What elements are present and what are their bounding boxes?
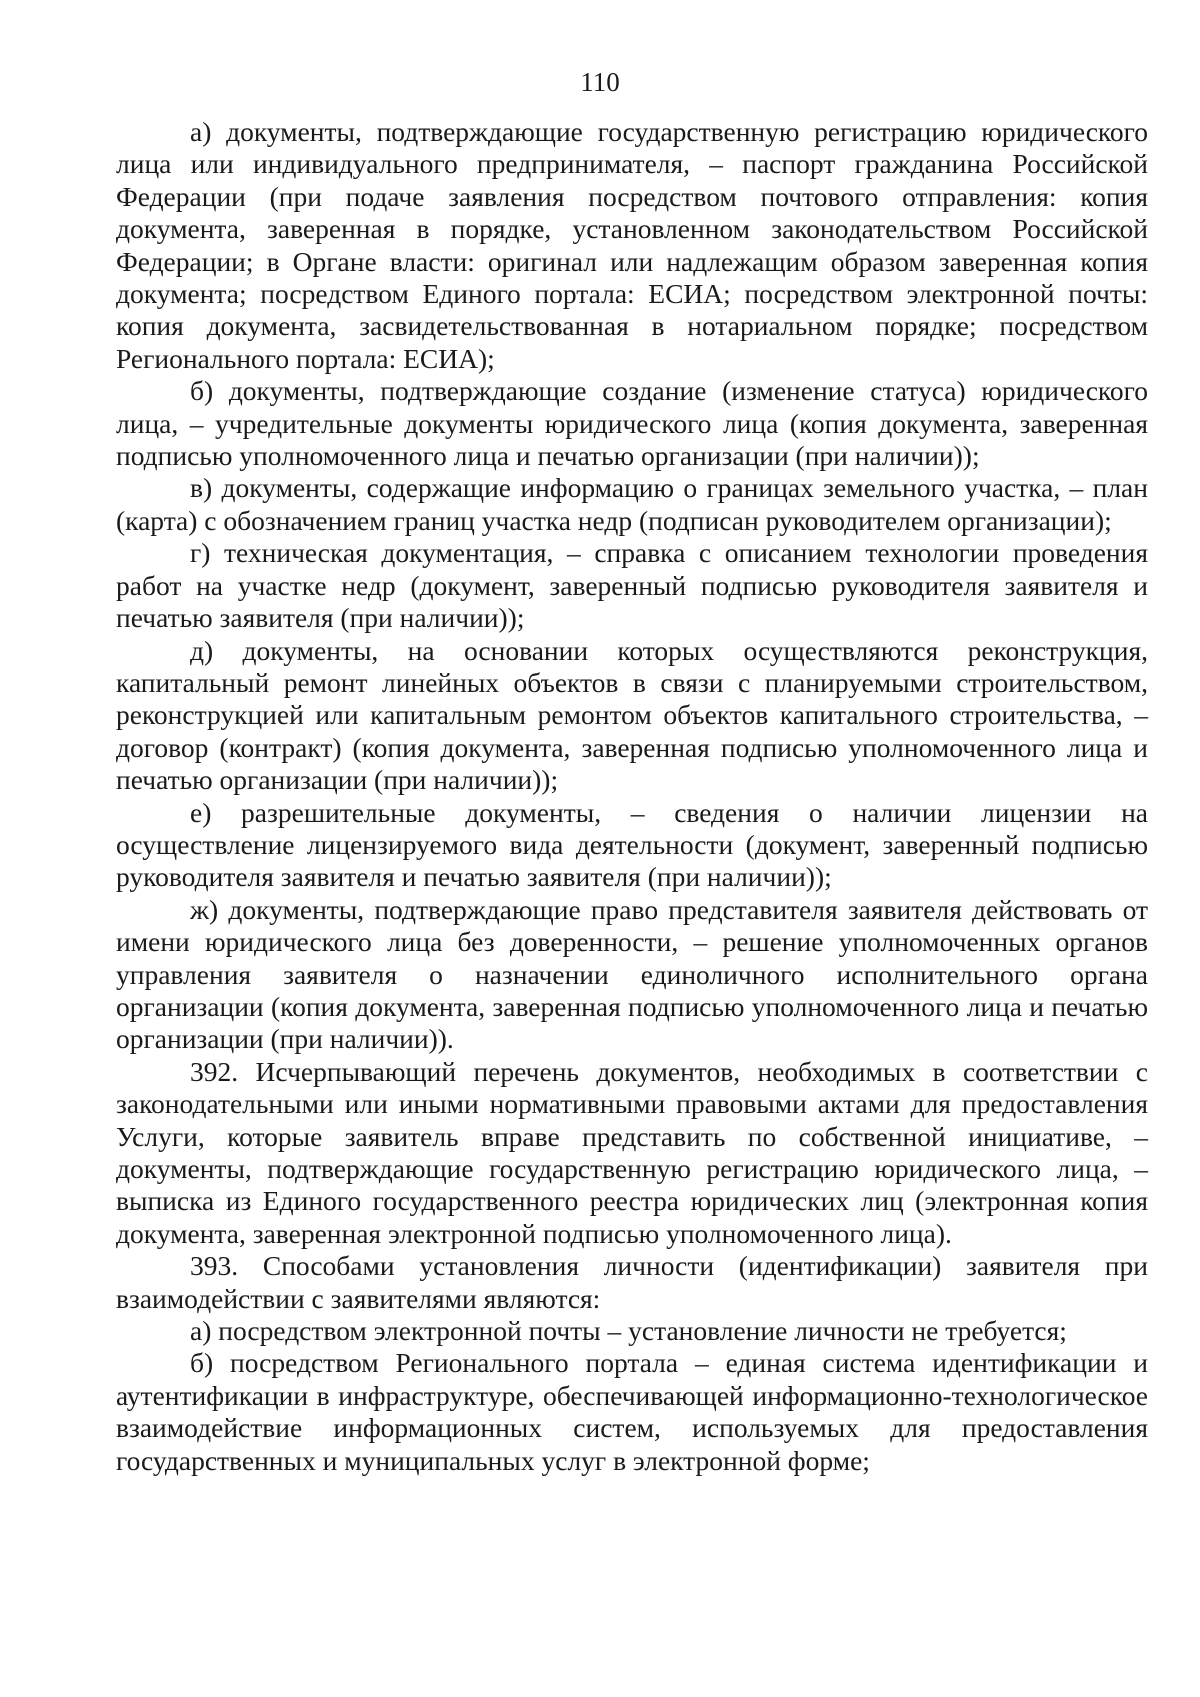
paragraph-393-a-email: а) посредством электронной почты – установление личности не требуется; (190, 1315, 1067, 1347)
paragraph-e-permit-documents: е) разрешительные документы, – сведения о наличии лицензии на осуществление лицензируемого вида деятельности (документ, заверенный подписью руководителя заявителя и печатью заявителя (при наличии)); (116, 796, 1148, 893)
paragraph-393-b-regional-portal: б) посредством Регионального портала – единая система идентификации и аутентификации в инфраструктуре, обеспечивающей информационно-технологическое взаимодействие информационных систем, используемых для предоставления государственных и муниципальных услуг в электронной форме; (116, 1347, 1148, 1476)
paragraph-d-reconstruction-documents: д) документы, на основании которых осуществляются реконструкция, капитальный ремонт линейных объектов в связи с планируемыми строительством, реконструкцией или капитальным ремонтом объектов капитального строительства, – договор (контракт) (копия документа, заверенная подписью уполномоченного лица и печатью организации (при наличии)); (116, 634, 1148, 796)
paragraph-v-land-plot-documents: в) документы, содержащие информацию о границах земельного участка, – план (карта) с обозначением границ участка недр (подписан руководителем организации); (116, 472, 1148, 536)
paragraph-393-identification-methods: 393. Способами установления личности (идентификации) заявителя при взаимодействии с заявителями являются: (116, 1250, 1148, 1314)
document-body (116, 116, 1148, 1477)
page-number: 110 (580, 67, 620, 97)
paragraph-392-document-list: 392. Исчерпывающий перечень документов, необходимых в соответствии с законодательными или иными нормативными правовыми актами для предоставления Услуги, которые заявитель вправе представить по собственной инициативе, – документы, подтверждающие государственную регистрацию юридического лица, – выписка из Единого государственного реестра юридических лиц (электронная копия документа, заверенная электронной подписью уполномоченного лица). (116, 1055, 1148, 1249)
paragraph-b-founding-documents: б) документы, подтверждающие создание (изменение статуса) юридического лица, – учредительные документы юридического лица (копия документа, заверенная подписью уполномоченного лица и печатью организации (при наличии)); (116, 375, 1148, 472)
paragraph-a-registration-documents: а) документы, подтверждающие государственную регистрацию юридического лица или индивидуального предпринимателя, – паспорт гражданина Российской Федерации (при подаче заявления посредством почтового отправления: копия документа, заверенная в порядке, установленном законодательством Российской Федерации; в Органе власти: оригинал или надлежащим образом заверенная копия документа; посредством Единого портала: ЕСИА; посредством электронной почты: копия документа, засвидетельствованная в нотариальном порядке; посредством Регионального портала: ЕСИА); (116, 116, 1148, 374)
paragraph-zh-representative-documents: ж) документы, подтверждающие право представителя заявителя действовать от имени юридического лица без доверенности, – решение уполномоченных органов управления заявителя о назначении единоличного исполнительного органа организации (копия документа, заверенная подписью уполномоченного лица и печатью организации (при наличии)). (116, 893, 1148, 1055)
paragraph-g-technical-documentation: г) техническая документация, – справка с описанием технологии проведения работ на участке недр (документ, заверенный подписью руководителя заявителя и печатью заявителя (при наличии)); (116, 537, 1148, 634)
